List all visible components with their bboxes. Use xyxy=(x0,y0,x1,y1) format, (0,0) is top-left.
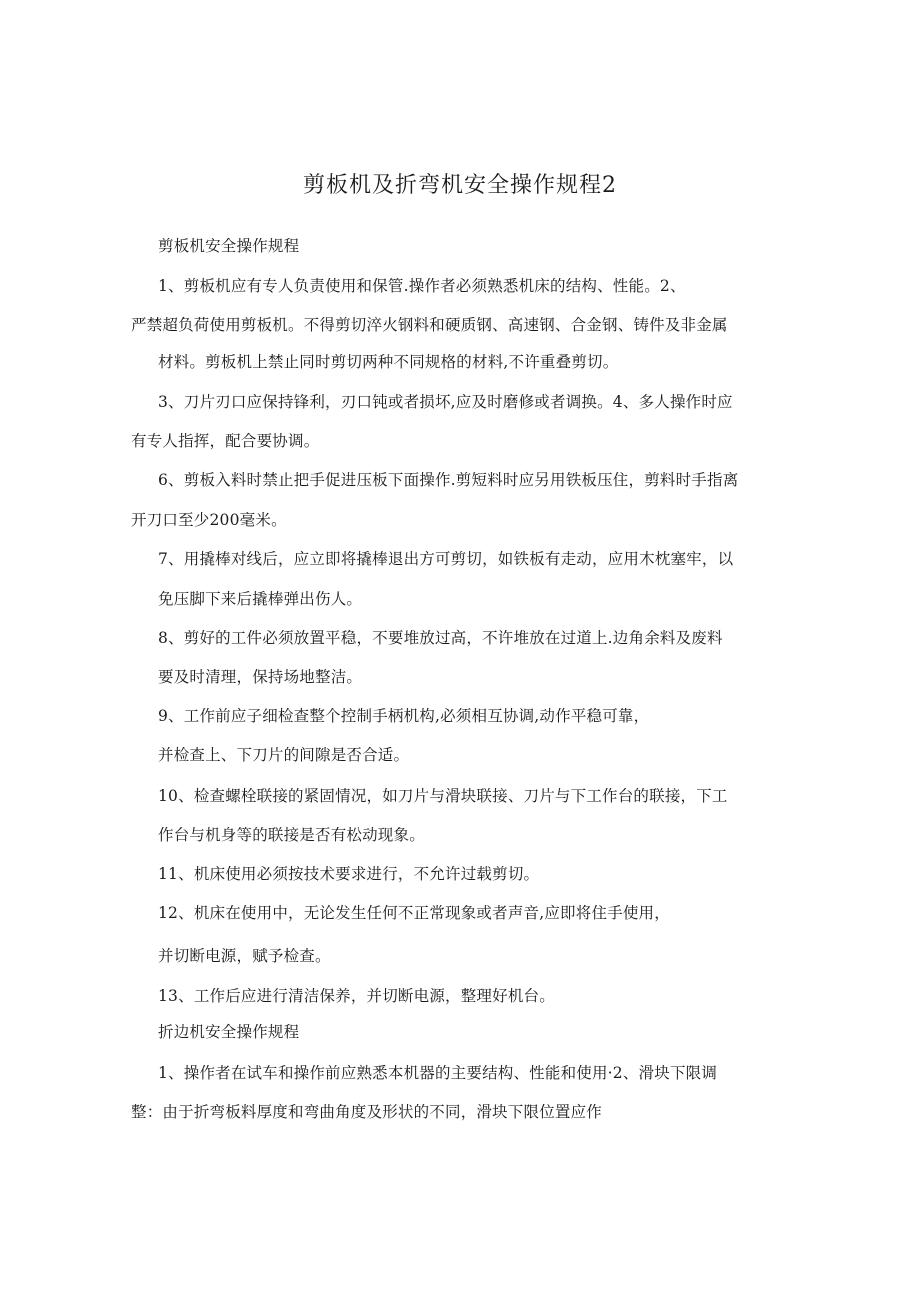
document-title: 剪板机及折弯机安全操作规程2 xyxy=(303,173,617,198)
paragraph-line: 材料。剪板机上禁止同时剪切两种不同规格的材料,不许重叠剪切。 xyxy=(158,353,619,371)
paragraph-line: 1、操作者在试车和操作前应熟悉本机器的主要结构、性能和使用·2、滑块下限调 xyxy=(158,1064,718,1082)
paragraph-line: 1、剪板机应有专人负责使用和保管.操作者必须熟悉机床的结构、性能。2、 xyxy=(158,277,686,295)
paragraph-line: 并切断电源，赋予检查。 xyxy=(158,947,331,965)
paragraph-line: 有专人指挥，配合要协调。 xyxy=(131,432,320,450)
paragraph-line: 免压脚下来后撬棒弹出伤人。 xyxy=(158,590,363,608)
paragraph-line: 并检查上、下刀片的间隙是否合适。 xyxy=(158,746,410,764)
paragraph-line: 作台与机身等的联接是否有松动现象。 xyxy=(158,826,425,844)
paragraph-line: 开刀口至少200毫米。 xyxy=(131,511,287,529)
paragraph-line: 整：由于折弯板料厚度和弯曲角度及形状的不同，滑块下限位置应作 xyxy=(131,1103,603,1121)
section-heading-shear: 剪板机安全操作规程 xyxy=(158,237,300,255)
paragraph-line: 6、剪板入料时禁止把手促进压板下面操作.剪短料时应另用铁板压住，剪料时手指离 xyxy=(158,471,739,489)
paragraph-line: 12、机床在使用中，无论发生任何不正常现象或者声音,应即将住手使用， xyxy=(158,904,670,922)
paragraph-line: 严禁超负荷使用剪板机。不得剪切淬火钢料和硬质钢、高速钢、合金钢、铸件及非金属 xyxy=(131,316,728,334)
paragraph-line: 13、工作后应进行清洁保养，并切断电源，整理好机台。 xyxy=(158,987,555,1005)
paragraph-line: 8、剪好的工件必须放置平稳，不要堆放过高，不许堆放在过道上.边角余料及废料 xyxy=(158,629,723,647)
section-heading-bend: 折边机安全操作规程 xyxy=(158,1023,300,1041)
paragraph-line: 7、用撬棒对线后，应立即将撬棒退出方可剪切，如铁板有走动，应用木枕塞牢，以 xyxy=(158,550,734,568)
paragraph-line: 3、刀片刃口应保持锋利，刃口钝或者损坏,应及时磨修或者调换。4、多人操作时应 xyxy=(158,393,733,411)
paragraph-line: 9、工作前应子细检查整个控制手柄机构,必须相互协调,动作平稳可靠， xyxy=(158,707,650,725)
paragraph-line: 11、机床使用必须按技术要求进行，不允许过载剪切。 xyxy=(158,865,540,883)
paragraph-line: 10、检查螺栓联接的紧固情况，如刀片与滑块联接、刀片与下工作台的联接，下工 xyxy=(158,787,728,805)
paragraph-line: 要及时清理，保持场地整洁。 xyxy=(158,668,363,686)
